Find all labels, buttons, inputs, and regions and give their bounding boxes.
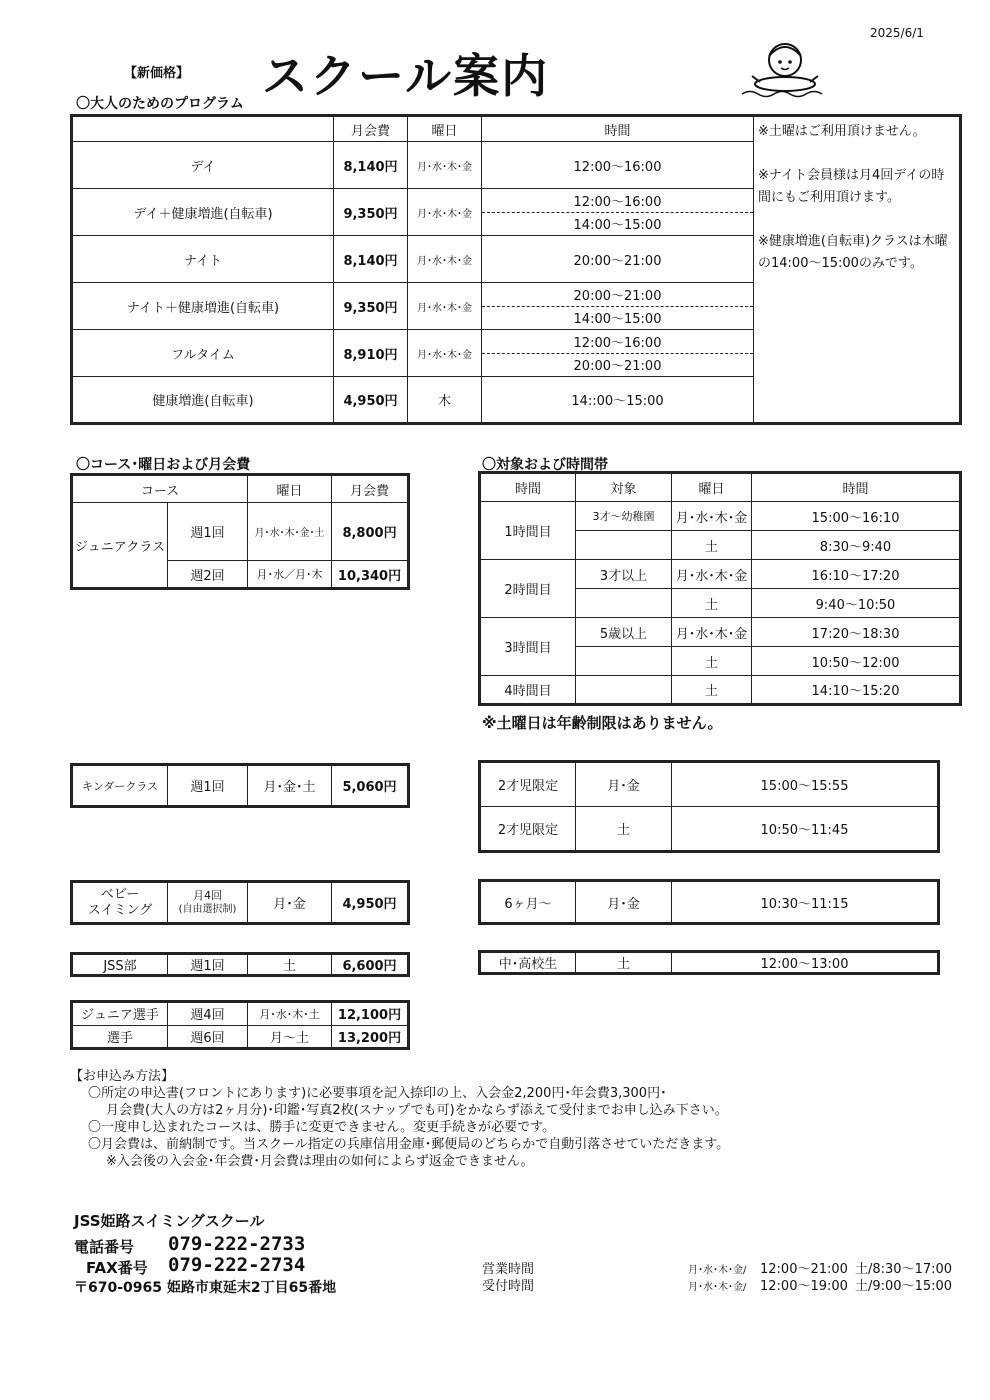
program-days: 月･水･木･金 [408, 330, 482, 377]
slot-day: 土 [672, 531, 752, 560]
target-age-blank [576, 531, 672, 560]
jss-club-table [70, 952, 410, 977]
apply-line: 〇一度申し込まれたコースは、勝手に変更できません。変更手続きが必要です。 [88, 1120, 556, 1135]
course-fee: 8,800円 [332, 503, 409, 561]
new-price-tag: 【新価格】 [124, 66, 190, 81]
two-year-time: 15:00～15:55 [672, 762, 939, 807]
highschool-name: 中･高校生 [480, 952, 576, 974]
note-night: ※ナイト会員様は月4回デイの時間にもご利用頂けます。 [758, 168, 945, 205]
slot-day: 土 [672, 647, 752, 676]
business-hours-weekday: 12:00～21:00 [760, 1262, 848, 1277]
two-year-name: 2才児限定 [480, 762, 576, 807]
fax-label: FAX番号 [86, 1259, 148, 1277]
reception-hours-weekday: 12:00～19:00 [760, 1279, 848, 1294]
two-year-days: 土 [576, 807, 672, 852]
athlete-days: 月･水･木･土 [248, 1002, 332, 1026]
business-hours-days: 月･水･木･金/ [688, 1265, 747, 1276]
header-blank [72, 116, 334, 142]
program-time [482, 283, 754, 330]
period-label: 3時間目 [480, 618, 576, 676]
program-time: 12:00～16:00 [482, 142, 754, 189]
target-age [576, 676, 672, 705]
program-name: ナイト [72, 236, 334, 283]
program-fee: 8,910円 [334, 330, 408, 377]
tel-label: 電話番号 [74, 1238, 135, 1256]
target-section-title: 〇対象および時間帯 [482, 457, 608, 473]
note-saturday: ※土曜はご利用頂けません。 [758, 124, 926, 139]
header-days: 曜日 [408, 116, 482, 142]
apply-line: 〇月会費は、前納制です。当スクール指定の兵庫信用金庫･郵便局のどちらかで自動引落させていただきます。 [88, 1137, 730, 1152]
program-name: デイ＋健康増進(自転車) [72, 189, 334, 236]
highschool-days: 土 [576, 952, 672, 974]
program-time: 20:00～21:00 [482, 236, 754, 283]
jss-freq: 週1回 [168, 954, 248, 976]
header-days: 曜日 [672, 473, 752, 502]
jss-fee: 6,600円 [332, 954, 409, 976]
period-label: 1時間目 [480, 502, 576, 560]
slot-time: 8:30～9:40 [752, 531, 961, 560]
slot-day: 月･水･木･金 [672, 560, 752, 589]
athlete-name: ジュニア選手 [72, 1002, 168, 1026]
apply-line: 〇所定の申込書(フロントにあります)に必要事項を記入捺印の上、入会金2,200円･年会費3,300円･ [88, 1086, 667, 1101]
kinder-class-table [70, 763, 410, 808]
saturday-age-note: ※土曜日は年齢制限はありません。 [482, 714, 723, 732]
program-days: 木 [408, 377, 482, 424]
junior-class-name: ジュニアクラス [72, 503, 168, 589]
fax-number: 079-222-2734 [168, 1254, 306, 1276]
adult-program-table [70, 114, 962, 425]
program-days: 月･水･木･金 [408, 189, 482, 236]
adult-notes [754, 116, 961, 424]
baby-name-line2: スイミング [87, 902, 153, 918]
program-days: 月･水･木･金 [408, 142, 482, 189]
header-days: 曜日 [248, 475, 332, 503]
kinder-days: 月･金･土 [248, 765, 332, 807]
time-slot: 12:00～16:00 [482, 189, 753, 213]
time-slot: 14:00～15:00 [573, 312, 662, 328]
six-month-table [478, 879, 940, 925]
jss-days: 土 [248, 954, 332, 976]
kinder-fee: 5,060円 [332, 765, 409, 807]
period-label: 2時間目 [480, 560, 576, 618]
slot-time: 10:50～12:00 [752, 647, 961, 676]
baby-name [72, 882, 168, 924]
program-fee: 9,350円 [334, 283, 408, 330]
target-age-blank [576, 589, 672, 618]
program-time [482, 189, 754, 236]
program-name: ナイト＋健康増進(自転車) [72, 283, 334, 330]
program-name: デイ [72, 142, 334, 189]
slot-time: 16:10～17:20 [752, 560, 961, 589]
program-days: 月･水･木･金 [408, 236, 482, 283]
tel-number: 079-222-2733 [168, 1233, 306, 1255]
slot-time: 14:10～15:20 [752, 676, 961, 705]
baby-fee: 4,950円 [332, 882, 409, 924]
athlete-fee: 12,100円 [332, 1002, 409, 1026]
apply-line: 月会費(大人の方は2ヶ月分)･印鑑･写真2枚(スナップでも可)をかならず添えて受付までお申し込み下さい。 [106, 1103, 728, 1118]
time-slot: 20:00～21:00 [573, 359, 662, 375]
athletes-table [70, 1000, 410, 1050]
course-fee-table [70, 473, 410, 590]
program-time [482, 330, 754, 377]
athlete-freq: 週4回 [168, 1002, 248, 1026]
program-fee: 4,950円 [334, 377, 408, 424]
highschool-time: 12:00～13:00 [672, 952, 939, 974]
business-hours-saturday: 土/8:30～17:00 [855, 1262, 953, 1277]
reception-hours-label: 受付時間 [482, 1279, 535, 1294]
slot-day: 月･水･木･金 [672, 618, 752, 647]
course-fee: 10,340円 [332, 561, 409, 589]
program-fee: 8,140円 [334, 142, 408, 189]
athlete-freq: 週6回 [168, 1025, 248, 1049]
issue-date: 2025/6/1 [870, 26, 924, 40]
school-name: JSS姫路スイミングスクール [74, 1212, 265, 1230]
program-name: 健康増進(自転車) [72, 377, 334, 424]
header-target: 対象 [576, 473, 672, 502]
address: 〒670-0965 姫路市東延末2丁目65番地 [74, 1280, 337, 1296]
apply-title: 【お申込み方法】 [70, 1069, 175, 1084]
time-slot: 14:00～15:00 [573, 218, 662, 234]
baby-freq-line2: (自由選択制) [178, 903, 237, 915]
two-year-days: 月･金 [576, 762, 672, 807]
athlete-fee: 13,200円 [332, 1025, 409, 1049]
baby-swimming-table [70, 880, 410, 925]
program-fee: 9,350円 [334, 189, 408, 236]
two-year-table [478, 760, 940, 853]
baby-freq [168, 882, 248, 924]
highschool-table [478, 950, 940, 975]
program-time: 14::00～15:00 [482, 377, 754, 424]
reception-hours-days: 月･水･木･金/ [688, 1282, 747, 1293]
athlete-name: 選手 [72, 1025, 168, 1049]
slot-time: 9:40～10:50 [752, 589, 961, 618]
slot-time: 15:00～16:10 [752, 502, 961, 531]
two-year-time: 10:50～11:45 [672, 807, 939, 852]
header-fee: 月会費 [334, 116, 408, 142]
adult-section-title: 〇大人のためのプログラム [76, 96, 244, 112]
jss-name: JSS部 [72, 954, 168, 976]
slot-day: 月･水･木･金 [672, 502, 752, 531]
two-year-name: 2才児限定 [480, 807, 576, 852]
six-month-time: 10:30～11:15 [672, 881, 939, 924]
period-label: 4時間目 [480, 676, 576, 705]
slot-day: 土 [672, 676, 752, 705]
six-month-days: 月･金 [576, 881, 672, 924]
baby-freq-line1: 月4回 [193, 888, 222, 902]
slot-day: 土 [672, 589, 752, 618]
slot-time: 17:20～18:30 [752, 618, 961, 647]
reception-hours-saturday: 土/9:00～15:00 [855, 1279, 953, 1294]
program-name: フルタイム [72, 330, 334, 377]
course-section-title: 〇コース･曜日および月会費 [76, 457, 251, 473]
target-time-table [478, 471, 962, 706]
baby-name-line1: ベビー [100, 886, 140, 902]
course-days: 月･水／月･木 [248, 561, 332, 589]
header-time: 時間 [482, 116, 754, 142]
page-title: スクール案内 [262, 49, 550, 103]
apply-line: ※入会後の入会金･年会費･月会費は理由の如何によらず返金できません。 [106, 1154, 534, 1169]
baby-days: 月･金 [248, 882, 332, 924]
target-age: 3才～幼稚園 [576, 502, 672, 531]
course-freq: 週2回 [168, 561, 248, 589]
program-days: 月･水･木･金 [408, 283, 482, 330]
header-fee: 月会費 [332, 475, 409, 503]
program-fee: 8,140円 [334, 236, 408, 283]
target-age: 5歳以上 [576, 618, 672, 647]
swimmer-mascot-icon [740, 32, 830, 102]
kinder-name: キンダークラス [72, 765, 168, 807]
time-slot: 12:00～16:00 [482, 330, 753, 354]
kinder-freq: 週1回 [168, 765, 248, 807]
six-month-name: 6ヶ月～ [480, 881, 576, 924]
time-slot: 20:00～21:00 [482, 283, 753, 307]
target-age: 3才以上 [576, 560, 672, 589]
business-hours-label: 営業時間 [482, 1262, 535, 1277]
header-time: 時間 [752, 473, 961, 502]
course-days: 月･水･木･金･土 [248, 503, 332, 561]
course-freq: 週1回 [168, 503, 248, 561]
athlete-days: 月～土 [248, 1025, 332, 1049]
header-course: コース [72, 475, 248, 503]
header-period: 時間 [480, 473, 576, 502]
target-age-blank [576, 647, 672, 676]
note-bicycle: ※健康増進(自転車)クラスは木曜の14:00～15:00のみです。 [758, 234, 948, 271]
